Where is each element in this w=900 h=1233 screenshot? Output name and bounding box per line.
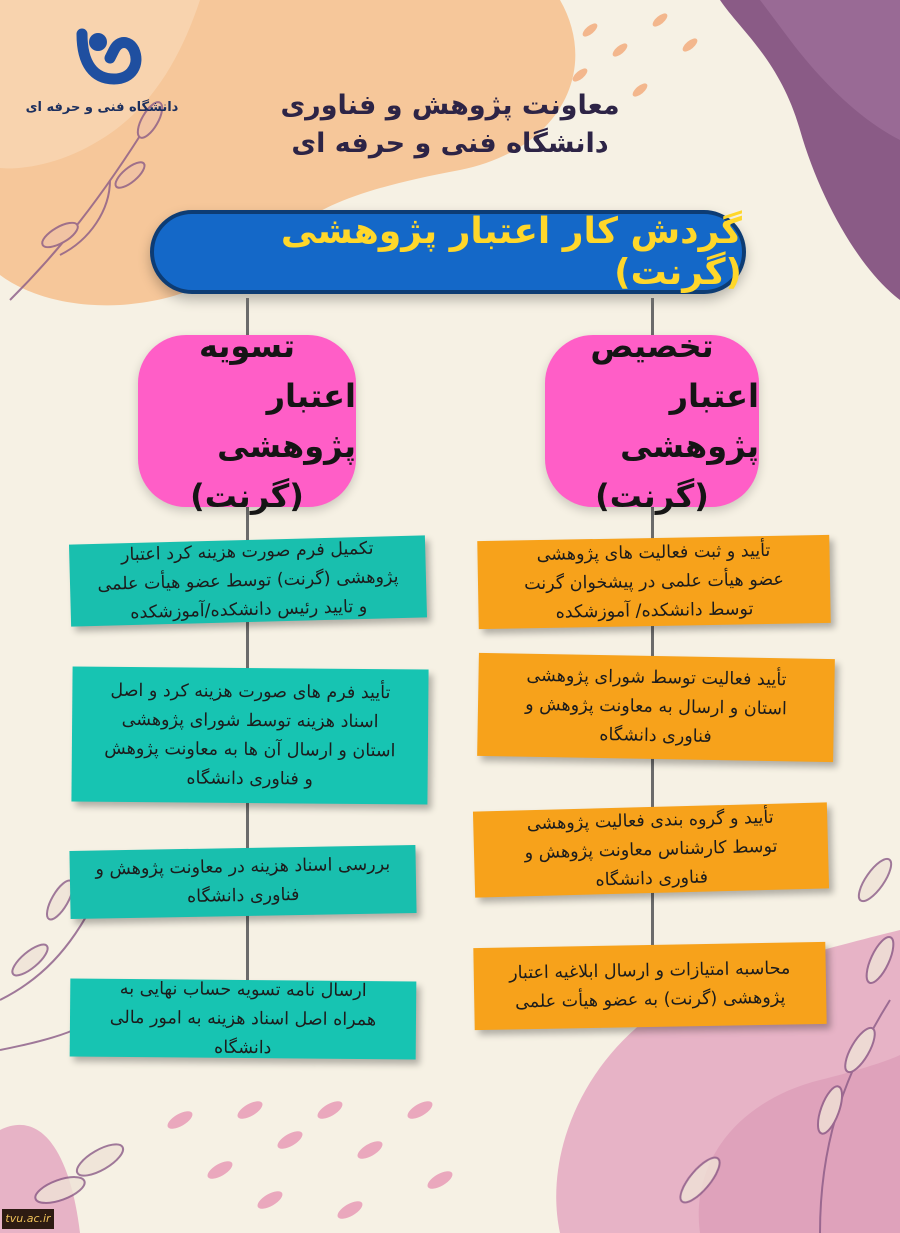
settlement-heading-line1: تسویه	[198, 327, 296, 365]
settlement-category-box	[138, 327, 356, 515]
settlement-step-1: تکمیل فرم صورت هزینه کرد اعتبار پژوهشی (گرنت) توسط عضو هیأت علمی و تایید رئیس دانشکده/آموزشکده	[69, 535, 427, 626]
university-logo-icon	[74, 24, 144, 94]
settlement-heading-line3: (گرنت)	[190, 477, 304, 515]
allocation-step-1: تأیید و ثبت فعالیت های پژوهشی عضو هیأت علمی در پیشخوان گرنت توسط دانشکده/ آموزشکده	[477, 535, 830, 629]
workflow-title: گردش کار اعتبار پژوهشی (گرنت)	[280, 211, 742, 293]
watermark: tvu.ac.ir	[2, 1209, 54, 1229]
settlement-step-2: تأیید فرم های صورت هزینه کرد و اصل اسناد هزینه توسط شورای پژوهشی استان و ارسال آن ها به معاونت پژوهش و فناوری دانشگاه	[71, 666, 428, 804]
settlement-heading-line2: اعتبار پژوهشی	[217, 377, 356, 465]
header-title-line1: معاونت پژوهش و فناوری	[280, 90, 620, 121]
allocation-heading-line2: اعتبار پژوهشی	[620, 377, 759, 465]
allocation-step-2: تأیید فعالیت توسط شورای پژوهشی استان و ارسال به معاونت پژوهش و فناوری دانشگاه	[477, 653, 835, 762]
settlement-step-3: بررسی اسناد هزینه در معاونت پژوهش و فناوری دانشگاه	[69, 845, 416, 919]
allocation-step-3: تأیید و گروه بندی فعالیت پژوهشی توسط کارشناس معاونت پژوهش و فناوری دانشگاه	[473, 802, 829, 897]
workflow-title-banner	[150, 210, 746, 294]
allocation-heading-line1: تخصیص	[590, 327, 714, 365]
allocation-category-box	[545, 327, 759, 515]
allocation-step-4: محاسبه امتیازات و ارسال ابلاغیه اعتبار پژوهشی (گرنت) به عضو هیأت علمی	[473, 942, 826, 1030]
logo-caption: دانشگاه فنی و حرفه ای	[25, 100, 179, 115]
header-title-line2: دانشگاه فنی و حرفه ای	[291, 128, 609, 159]
settlement-step-4: ارسال نامه تسویه حساب نهایی به همراه اصل اسناد هزینه به امور مالی دانشگاه	[70, 978, 417, 1059]
allocation-heading-line3: (گرنت)	[595, 477, 709, 515]
